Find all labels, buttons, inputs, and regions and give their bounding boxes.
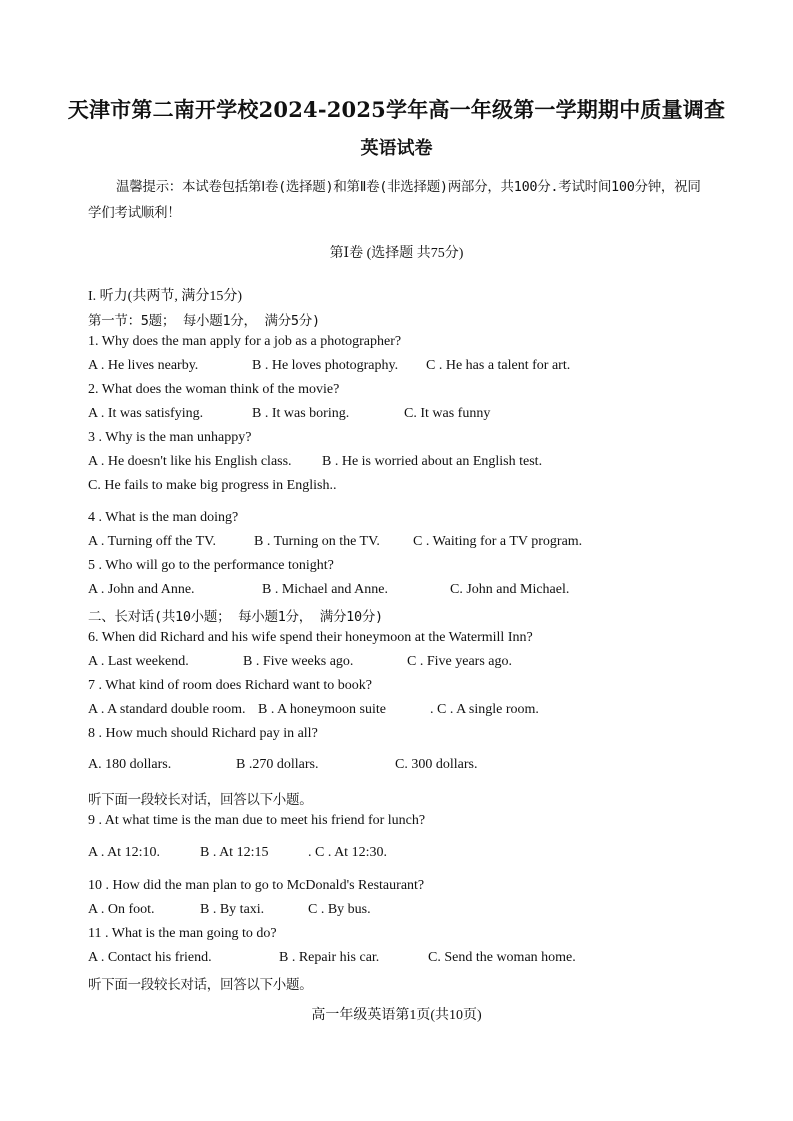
question-stem: 10 . How did the man plan to go to McDonald's Restaurant?	[88, 878, 425, 893]
option-c: C . He has a talent for art.	[426, 358, 571, 373]
listening-heading: I. 听力(共两节, 满分15分)	[88, 289, 242, 304]
option-b: B . Five weeks ago.	[243, 654, 354, 669]
option-c: C . By bus.	[308, 902, 371, 917]
option-b: B . Repair his car.	[279, 950, 380, 965]
option-c: . C . At 12:30.	[308, 845, 387, 860]
option-b: B . At 12:15	[200, 845, 269, 860]
part-1-title: 第Ⅰ卷 (选择题 共75分)	[329, 246, 464, 261]
option-a: A . At 12:10.	[88, 845, 160, 860]
option-b: B . Turning on the TV.	[254, 534, 380, 549]
question-stem: 11 . What is the man going to do?	[88, 926, 277, 941]
option-b: B . Michael and Anne.	[262, 582, 388, 597]
option-c: C. 300 dollars.	[395, 757, 478, 772]
option-c: C . Waiting for a TV program.	[413, 534, 583, 549]
question-stem: 9 . At what time is the man due to meet his friend for lunch?	[88, 813, 426, 828]
option-a: A . Turning off the TV.	[88, 534, 216, 549]
option-a: A . A standard double room.	[88, 702, 246, 717]
question-stem: 3 . Why is the man unhappy?	[88, 430, 252, 445]
listening-section-1: 第一节：5题； 每小题1分， 满分5分)	[88, 313, 320, 329]
option-c: . C . A single room.	[430, 702, 539, 717]
option-c: C . Five years ago.	[407, 654, 512, 669]
question-stem: 7 . What kind of room does Richard want to book?	[88, 678, 372, 693]
option-c: C. John and Michael.	[450, 582, 570, 597]
option-a: A . It was satisfying.	[88, 406, 204, 421]
option-b: B . It was boring.	[252, 406, 350, 421]
option-c: C. It was funny	[404, 406, 491, 421]
question-stem: 5 . Who will go to the performance tonight?	[88, 558, 334, 573]
exam-notice: 温馨提示：本试卷包括第Ⅰ卷(选择题)和第Ⅱ卷(非选择题)两部分，共100分.考试时间100分钟，祝同学们考试顺利！	[88, 179, 701, 221]
page-footer: 高一年级英语第1页(共10页)	[311, 1008, 482, 1023]
option-a: A . He doesn't like his English class.	[88, 454, 292, 469]
option-b: B . A honeymoon suite	[258, 702, 386, 717]
option-a: A . On foot.	[88, 902, 155, 917]
option-c: C. Send the woman home.	[428, 950, 576, 965]
question-stem: 1. Why does the man apply for a job as a photographer?	[88, 334, 402, 349]
option-a: A . Contact his friend.	[88, 950, 212, 965]
option-b: B .270 dollars.	[236, 757, 319, 772]
long-dialogue-instruction: 听下面一段较长对话，回答以下小题。	[88, 977, 313, 993]
option-b: B . He is worried about an English test.	[322, 454, 543, 469]
option-c: C. He fails to make big progress in English..	[88, 478, 337, 493]
option-a: A . John and Anne.	[88, 582, 195, 597]
option-b: B . He loves photography.	[252, 358, 399, 373]
option-b: B . By taxi.	[200, 902, 265, 917]
option-a: A. 180 dollars.	[88, 757, 172, 772]
question-stem: 2. What does the woman think of the movie?	[88, 382, 340, 397]
option-a: A . Last weekend.	[88, 654, 189, 669]
exam-subtitle: 英语试卷	[360, 138, 433, 159]
question-stem: 4 . What is the man doing?	[88, 510, 239, 525]
question-stem: 6. When did Richard and his wife spend their honeymoon at the Watermill Inn?	[88, 630, 533, 645]
listening-section-2: 二、长对话(共10小题； 每小题1分， 满分10分)	[88, 609, 383, 625]
exam-title: 天津市第二南开学校2024-2025学年高一年级第一学期期中质量调查	[67, 97, 726, 122]
long-dialogue-instruction: 听下面一段较长对话，回答以下小题。	[88, 792, 313, 808]
question-stem: 8 . How much should Richard pay in all?	[88, 726, 318, 741]
option-a: A . He lives nearby.	[88, 358, 199, 373]
